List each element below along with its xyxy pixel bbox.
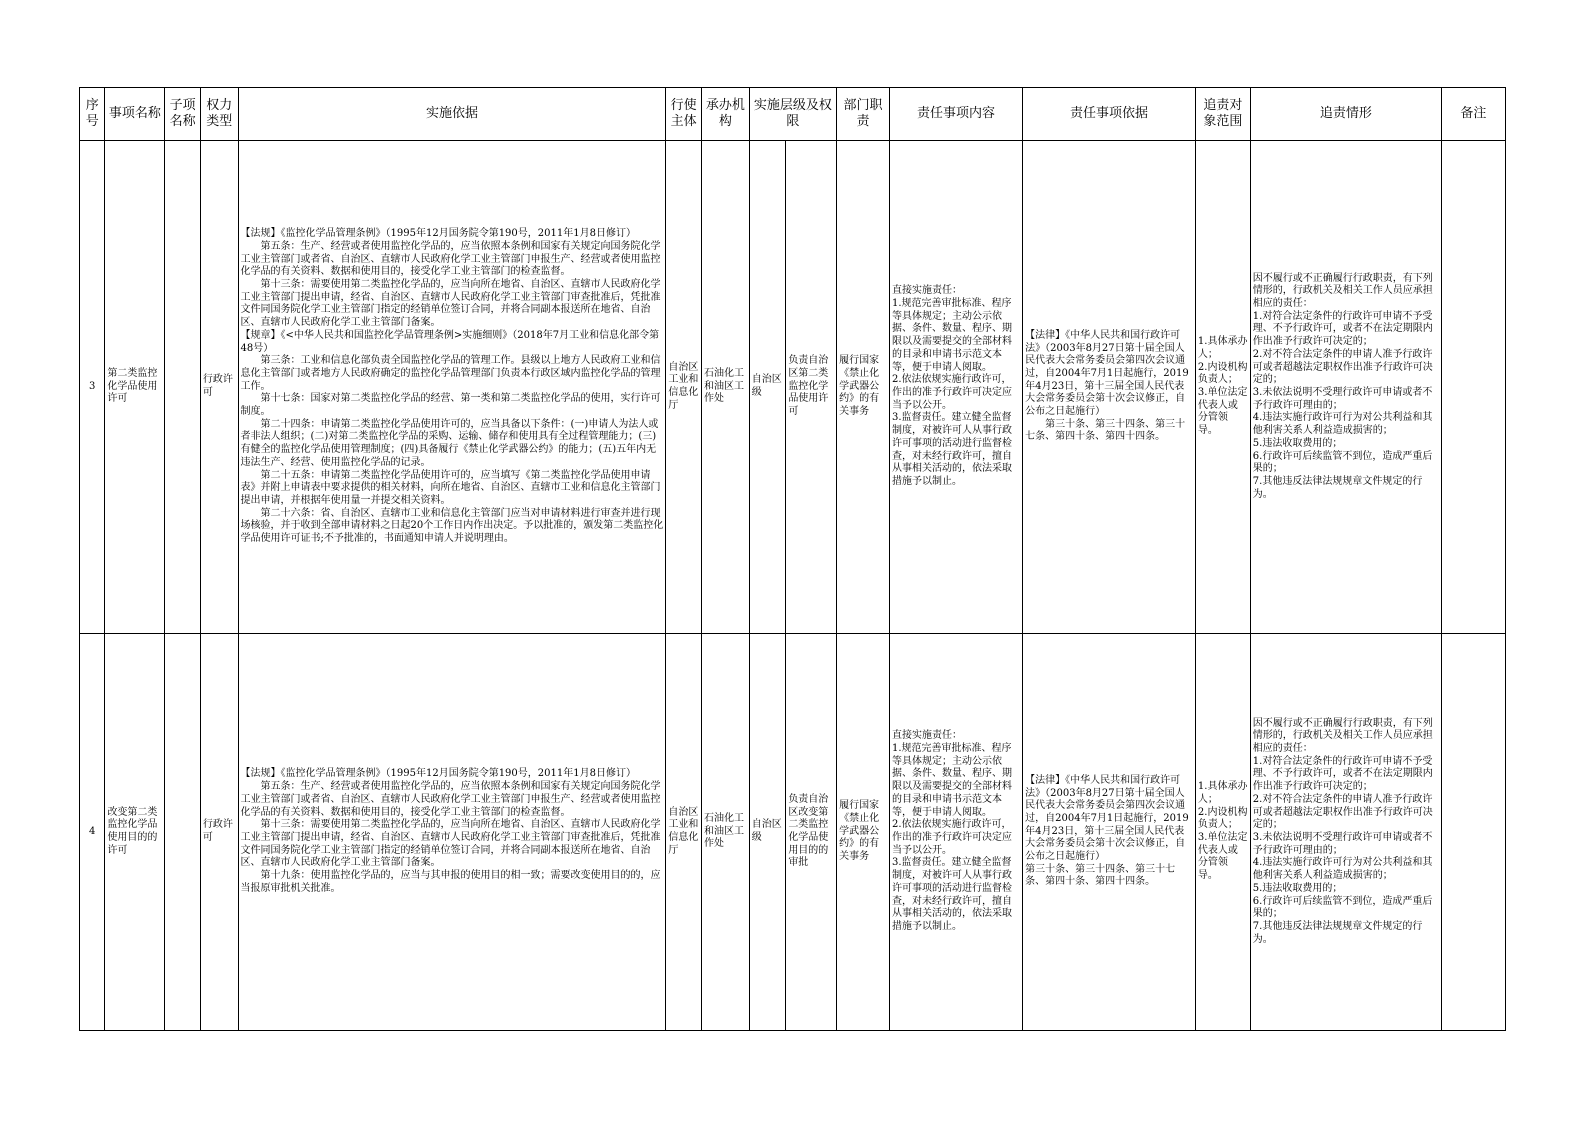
cell-note [1441,634,1505,1031]
header-note: 备注 [1441,88,1505,141]
basis-line: 第三条：工业和信息化部负责全国监控化学品的管理工作。县级以上地方人民政府工业和信息化主管部门或者地方人民政府确定的监控化学品管理部门负责本行政区域内监控化学品的管理工作。 [240,355,661,392]
basis-line: 第二十五条：申请第二类监控化学品使用许可的，应当填写《第二类监控化学品使用申请表》并附上申请表中要求提供的相关材料，向所在地省、自治区、直辖市工业和信息化主管部门提出申请，并根据年使用量一并提交相关资料。 [240,469,661,506]
cell-level: 自治区级 [749,141,786,634]
resp-basis-law: 【法律】《中华人民共和国行政许可法》（2003年8月27日第十届全国人民代表大会常务委员会第四次会议通过，自2004年7月1日起施行，2019年4月23日，第十三届全国人民代表大会常务委员会第十次会议修正，自公布之日起施行） [1025,329,1189,418]
basis-line: 第十三条：需要使用第二类监控化学品的，应当向所在地省、自治区、直辖市人民政府化学工业主管部门提出申请，经省、自治区、直辖市人民政府化学工业主管部门审查批准后，凭批准文件同国务院化学工业主管部门指定的经销单位签订合同，并将合同副本报送所在地省、自治区、直辖市人民政府化学工业主管部门备案。 [240,279,661,329]
cell-authority: 负责自治区第二类监控化学品使用许可 [786,141,837,634]
basis-line: 第十九条：使用监控化学品的，应当与其申报的使用目的相一致；需要改变使用目的的，应当报原审批机关批准。 [240,870,661,894]
cell-authority: 负责自治区改变第二类监控化学品使用目的的审批 [786,634,837,1031]
resp-basis-articles: 第三十条、第三十四条、第三十七条、第四十条、第四十四条。 [1025,863,1176,888]
cell-org: 石油化工和油区工作处 [701,634,749,1031]
cell-resp-basis [1023,141,1196,634]
cell-item-name: 第二类监控化学品使用许可 [105,141,165,634]
cell-sub-item [165,634,201,1031]
cell-sub-item [165,141,201,634]
header-seq: 序号 [80,88,105,141]
cell-power-type: 行政许可 [200,141,238,634]
cell-seq: 3 [80,141,105,634]
header-sub-item: 子项名称 [165,88,201,141]
basis-line: 第十三条：需要使用第二类监控化学品的，应当向所在地省、自治区、直辖市人民政府化学工业主管部门提出申请，经省、自治区、直辖市人民政府化学工业主管部门审查批准后，凭批准文件同国务院化学工业主管部门指定的经销单位签订合同，并将合同副本报送所在地省、自治区、直辖市人民政府化学工业主管部门备案。 [240,819,661,869]
resp-basis-law: 【法律】《中华人民共和国行政许可法》（2003年8月27日第十届全国人民代表大会常务委员会第四次会议通过，自2004年7月1日起施行，2019年4月23日，第十三届全国人民代表大会常务委员会第十次会议修正，自公布之日起施行） [1025,774,1189,863]
basis-line: 【法规】《监控化学品管理条例》（1995年12月国务院令第190号，2011年1月8日修订） [240,228,636,240]
header-resp-content: 责任事项内容 [889,88,1022,141]
header-level: 实施层级及权限 [749,88,836,141]
cell-note [1441,141,1505,634]
header-row [80,88,1506,141]
basis-line: 第五条：生产、经营或者使用监控化学品的，应当依照本条例和国家有关规定向国务院化学工业主管部门或者省、自治区、直辖市人民政府化学工业主管部门申报生产、经营或者使用监控化学品的有关资料、数据和使用目的，接受化学工业主管部门的检查监督。 [240,240,661,278]
header-resp-basis: 责任事项依据 [1023,88,1196,141]
cell-situation: 因不履行或不正确履行行政职责，有下列情形的，行政机关及相关工作人员应承担相应的责任： 1.对符合法定条件的行政许可申请不予受理、不予行政许可，或者不在法定期限内作出准予行政许可决定的； 2.对不符合法定条件的申请人准予行政许可或者超越法定职权作出准予行政许可决定的； 3.未依法说明不受理行政许可申请或者不予行政许可理由的； 4.违法实施行政许可行为对公共利益和其他利害关系人利益造成损害的； 5.违法收取费用的； 6.行政许可后续监管不到位，造成严重后果的； 7.其他违反法律法规规章文件规定的行为。 [1250,141,1441,634]
cell-basis [238,141,666,634]
cell-duty: 履行国家《禁止化学武器公约》的有关事务 [837,141,890,634]
cell-level: 自治区级 [749,634,786,1031]
cell-situation: 因不履行或不正确履行行政职责，有下列情形的，行政机关及相关工作人员应承担相应的责任： 1.对符合法定条件的行政许可申请不予受理、不予行政许可，或者不在法定期限内作出准予行政许可决定的； 2.对不符合法定条件的申请人准予行政许可或者超越法定职权作出准予行政许可决定的； 3.未依法说明不受理行政许可申请或者不予行政许可理由的； 4.违法实施行政许可行为对公共利益和其他利害关系人利益造成损害的； 5.违法收取费用的； 6.行政许可后续监管不到位，造成严重后果的； 7.其他违反法律法规规章文件规定的行为。 [1250,634,1441,1031]
cell-resp-content: 直接实施责任： 1.规范完善审批标准、程序等具体规定；主动公示依据、条件、数量、程序、期限以及需要提交的全部材料的目录和申请书示范文本等，便于申请人阅取。 2.依法依规实施行政许可，作出的准予行政许可决定应当予以公开。 3.监督责任。建立健全监督制度，对被许可人从事行政许可事项的活动进行监督检查，对未经行政许可，擅自从事相关活动的，依法采取措施予以制止。 [889,141,1022,634]
cell-basis [238,634,666,1031]
table-row [80,141,1506,634]
header-basis: 实施依据 [238,88,666,141]
resp-basis-articles: 第三十条、第三十四条、第三十七条、第四十条、第四十四条。 [1025,418,1186,443]
cell-scope: 1.具体承办人； 2.内设机构负责人； 3.单位法定代表人或分管领导。 [1195,141,1250,634]
cell-org: 石油化工和油区工作处 [701,141,749,634]
table-row [80,634,1506,1031]
basis-line: 第二十四条：申请第二类监控化学品使用许可的，应当具备以下条件：(一)申请人为法人或者非法人组织；(二)对第二类监控化学品的采购、运输、储存和使用具有全过程管理能力；(三)有健全的监控化学品使用管理制度；(四)具备履行《禁止化学武器公约》的能力；(五)五年内无违法生产、经营、使用监控化学品的记录。 [240,418,659,468]
header-scope: 追责对象范围 [1195,88,1250,141]
cell-power-type: 行政许可 [200,634,238,1031]
cell-duty: 履行国家《禁止化学武器公约》的有关事务 [837,634,890,1031]
header-power-type: 权力类型 [200,88,238,141]
basis-line: 第二十六条：省、自治区、直辖市工业和信息化主管部门应当对申请材料进行审查并进行现场核验，并于收到全部申请材料之日起20个工作日内作出决定。予以批准的，颁发第二类监控化学品使用许可证书;不予批准的，书面通知申请人并说明理由。 [240,507,664,545]
cell-resp-content: 直接实施责任： 1.规范完善审批标准、程序等具体规定；主动公示依据、条件、数量、程序、期限以及需要提交的全部材料的目录和申请书示范文本等，便于申请人阅取。 2.依法依规实施行政许可，作出的准予行政许可决定应当予以公开。 3.监督责任。建立健全监督制度，对被许可人从事行政许可事项的活动进行监督检查，对未经行政许可，擅自从事相关活动的，依法采取措施予以制止。 [889,634,1022,1031]
header-situation: 追责情形 [1250,88,1441,141]
header-subject: 行使主体 [666,88,702,141]
cell-subject: 自治区工业和信息化厅 [666,141,702,634]
cell-scope: 1.具体承办人； 2.内设机构负责人； 3.单位法定代表人或分管领导。 [1195,634,1250,1031]
header-item-name: 事项名称 [105,88,165,141]
cell-resp-basis [1023,634,1196,1031]
basis-line: 【法规】《监控化学品管理条例》（1995年12月国务院令第190号，2011年1月8日修订） [240,768,636,780]
basis-line: 【规章】《<中华人民共和国监控化学品管理条例>实施细则》（2018年7月工业和信息化部令第48号） [240,329,660,354]
cell-item-name: 改变第二类监控化学品使用目的的许可 [105,634,165,1031]
responsibility-table [79,87,1506,1031]
basis-line: 第五条：生产、经营或者使用监控化学品的，应当依照本条例和国家有关规定向国务院化学工业主管部门或者省、自治区、直辖市人民政府化学工业主管部门申报生产、经营或者使用监控化学品的有关资料、数据和使用目的，接受化学工业主管部门的检查监督。 [240,781,661,818]
basis-line: 第十七条：国家对第二类监控化学品的经营、第一类和第二类监控化学品的使用，实行许可制度。 [240,393,661,418]
header-duty: 部门职责 [837,88,890,141]
cell-subject: 自治区工业和信息化厅 [666,634,702,1031]
header-org: 承办机构 [701,88,749,141]
cell-seq: 4 [80,634,105,1031]
